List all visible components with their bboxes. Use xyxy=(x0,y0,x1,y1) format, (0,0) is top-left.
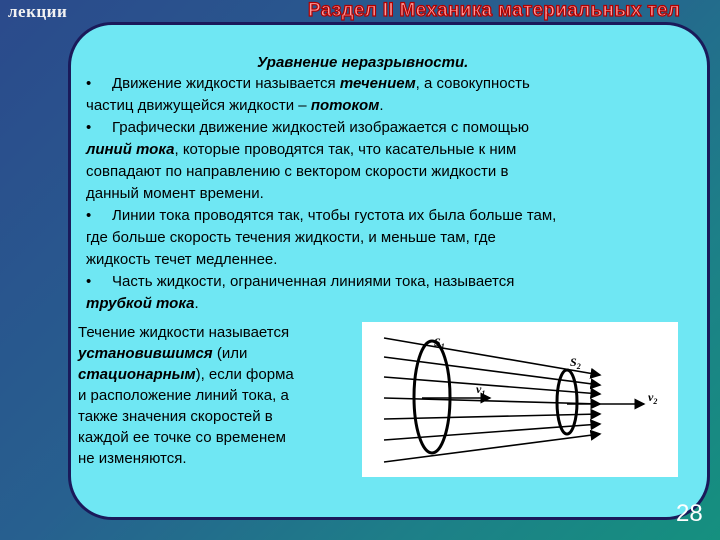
bullet-4: • xyxy=(86,273,92,290)
page-number: 28 xyxy=(676,500,703,527)
left-line-5: также значения скоростей в xyxy=(78,408,273,425)
paragraph-2-line-1 xyxy=(86,119,529,136)
lecture-label: лекции xyxy=(8,2,68,21)
label-s2: $S_2$ xyxy=(570,355,581,371)
left-line-3 xyxy=(78,366,294,383)
p4-text-c: . xyxy=(194,295,199,312)
streamline-3 xyxy=(384,377,600,394)
flow-tube-diagram xyxy=(362,322,678,477)
cross-section-s2 xyxy=(557,370,577,434)
paragraph-2-line-2 xyxy=(86,141,516,158)
flow-tube-figure xyxy=(362,322,678,477)
term-steady: установившимся xyxy=(78,345,213,362)
paragraph-3-line-1 xyxy=(86,207,556,224)
label-v2: $v_2$ xyxy=(648,390,658,406)
left-line-2-rest: (или xyxy=(212,345,248,362)
paragraph-4-line-2 xyxy=(86,295,199,312)
bullet-1: • xyxy=(86,75,92,92)
streamline-4 xyxy=(384,398,600,404)
p2-term-streamlines: линий тока xyxy=(86,141,175,158)
label-v1: $v_1$ xyxy=(476,382,486,398)
left-line-2 xyxy=(78,345,247,362)
left-line-1: Течение жидкости называется xyxy=(78,324,290,341)
p1-text-a: Движение жидкости называется xyxy=(112,75,340,92)
p1-term-stream: потоком xyxy=(310,97,380,114)
slide-title: Уравнение неразрывности. xyxy=(257,54,469,71)
paragraph-3-line-2: где больше скорость течения жидкости, и меньше там, где xyxy=(86,229,496,246)
p1-text-c: , а совокупность xyxy=(415,75,530,92)
section-title: Раздел II Механика материальных тел xyxy=(308,0,681,21)
label-s1: $S_1$ xyxy=(434,335,445,351)
paragraph-2-line-3: совпадают по направлению с вектором скорости жидкости в xyxy=(86,163,509,180)
paragraph-2-line-4: данный момент времени. xyxy=(86,185,264,202)
p1-text-d: частиц движущейся жидкости – xyxy=(86,97,311,114)
paragraph-1-line-1 xyxy=(86,75,530,92)
paragraph-4-line-1 xyxy=(86,273,514,290)
paragraph-1-line-2 xyxy=(86,97,384,114)
streamlines xyxy=(384,338,600,462)
bullet-3: • xyxy=(86,207,92,224)
left-line-6: каждой ее точке со временем xyxy=(78,429,286,446)
p1-term-flow: течением xyxy=(339,75,416,92)
p1-text-f: . xyxy=(379,97,384,114)
p3-text-a: Линии тока проводятся так, чтобы густота их была больше там, xyxy=(112,207,557,224)
term-stationary: стационарным xyxy=(78,366,196,383)
p2-text-a: Графически движение жидкостей изображается с помощью xyxy=(112,119,530,136)
p4-term-tube: трубкой тока xyxy=(86,295,195,312)
bullet-2: • xyxy=(86,119,92,136)
p4-text-a: Часть жидкости, ограниченная линиями тока, называется xyxy=(112,273,515,290)
paragraph-3-line-3: жидкость течет медленнее. xyxy=(86,251,278,268)
p2-text-c: , которые проводятся так, что касательные к ним xyxy=(174,141,517,158)
left-line-3-rest: ), если форма xyxy=(195,366,294,383)
left-line-4: и расположение линий тока, а xyxy=(78,387,289,404)
left-line-7: не изменяются. xyxy=(78,450,187,467)
